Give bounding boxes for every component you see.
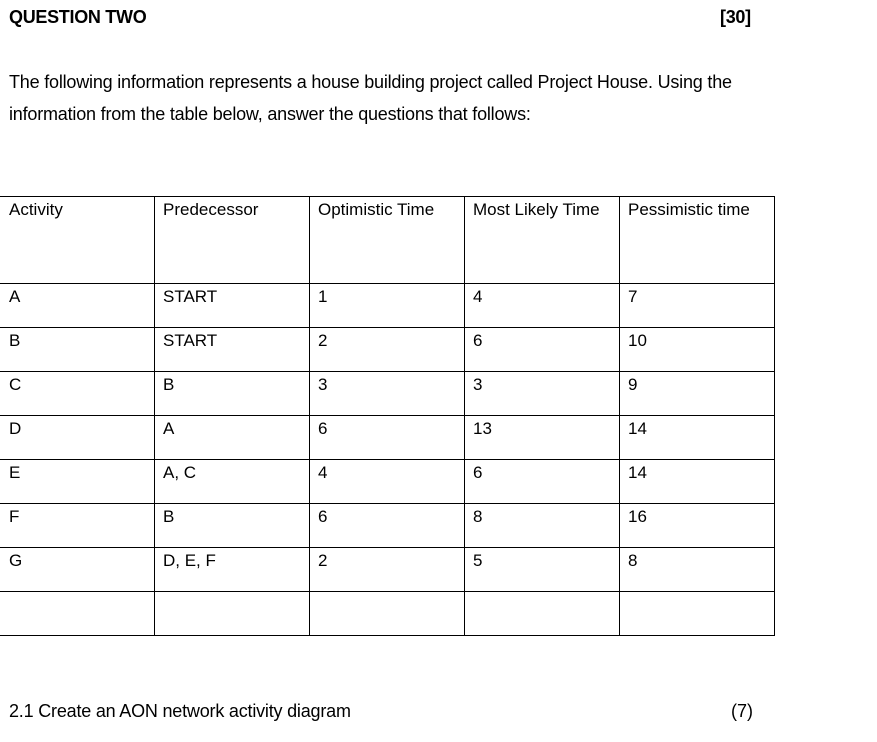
cell-activity: B bbox=[0, 328, 155, 372]
cell-predecessor: START bbox=[155, 284, 310, 328]
cell-optimistic-time: 4 bbox=[310, 460, 465, 504]
cell-most-likely-time bbox=[465, 592, 620, 636]
cell-most-likely-time: 4 bbox=[465, 284, 620, 328]
cell-predecessor: A, C bbox=[155, 460, 310, 504]
cell-pessimistic-time bbox=[620, 592, 775, 636]
header-most-likely-time: Most Likely Time bbox=[465, 197, 620, 284]
header-activity: Activity bbox=[0, 197, 155, 284]
cell-pessimistic-time: 14 bbox=[620, 416, 775, 460]
cell-optimistic-time: 6 bbox=[310, 504, 465, 548]
subquestion-text: 2.1 Create an AON network activity diagram bbox=[9, 701, 351, 721]
cell-activity: A bbox=[0, 284, 155, 328]
intro-line-1: The following information represents a house building project called Project House. Using the bbox=[9, 72, 732, 92]
cell-most-likely-time: 5 bbox=[465, 548, 620, 592]
table-header-row bbox=[0, 197, 775, 284]
cell-most-likely-time: 3 bbox=[465, 372, 620, 416]
cell-pessimistic-time: 14 bbox=[620, 460, 775, 504]
cell-predecessor: D, E, F bbox=[155, 548, 310, 592]
cell-predecessor: A bbox=[155, 416, 310, 460]
cell-predecessor: B bbox=[155, 372, 310, 416]
activity-table bbox=[0, 196, 775, 636]
table-row bbox=[0, 592, 775, 636]
cell-predecessor bbox=[155, 592, 310, 636]
cell-most-likely-time: 6 bbox=[465, 460, 620, 504]
cell-pessimistic-time: 9 bbox=[620, 372, 775, 416]
header-predecessor: Predecessor bbox=[155, 197, 310, 284]
cell-pessimistic-time: 7 bbox=[620, 284, 775, 328]
cell-activity: C bbox=[0, 372, 155, 416]
table-row bbox=[0, 504, 775, 548]
cell-most-likely-time: 8 bbox=[465, 504, 620, 548]
question-title: QUESTION TWO bbox=[9, 7, 147, 27]
cell-activity: F bbox=[0, 504, 155, 548]
cell-optimistic-time bbox=[310, 592, 465, 636]
question-total-marks: [30] bbox=[720, 7, 751, 27]
table-row bbox=[0, 328, 775, 372]
cell-activity bbox=[0, 592, 155, 636]
intro-paragraph bbox=[9, 66, 799, 130]
table-row bbox=[0, 460, 775, 504]
cell-pessimistic-time: 16 bbox=[620, 504, 775, 548]
table-row bbox=[0, 372, 775, 416]
cell-predecessor: START bbox=[155, 328, 310, 372]
cell-optimistic-time: 2 bbox=[310, 328, 465, 372]
cell-optimistic-time: 6 bbox=[310, 416, 465, 460]
table-row bbox=[0, 548, 775, 592]
cell-predecessor: B bbox=[155, 504, 310, 548]
table-row bbox=[0, 416, 775, 460]
cell-optimistic-time: 1 bbox=[310, 284, 465, 328]
cell-activity: D bbox=[0, 416, 155, 460]
cell-pessimistic-time: 10 bbox=[620, 328, 775, 372]
cell-activity: G bbox=[0, 548, 155, 592]
table-row bbox=[0, 284, 775, 328]
cell-optimistic-time: 2 bbox=[310, 548, 465, 592]
cell-most-likely-time: 6 bbox=[465, 328, 620, 372]
header-optimistic-time: Optimistic Time bbox=[310, 197, 465, 284]
intro-line-2: information from the table below, answer the questions that follows: bbox=[9, 104, 531, 124]
subquestion-marks: (7) bbox=[731, 701, 753, 721]
cell-optimistic-time: 3 bbox=[310, 372, 465, 416]
cell-pessimistic-time: 8 bbox=[620, 548, 775, 592]
header-pessimistic-time: Pessimistic time bbox=[620, 197, 775, 284]
cell-most-likely-time: 13 bbox=[465, 416, 620, 460]
cell-activity: E bbox=[0, 460, 155, 504]
